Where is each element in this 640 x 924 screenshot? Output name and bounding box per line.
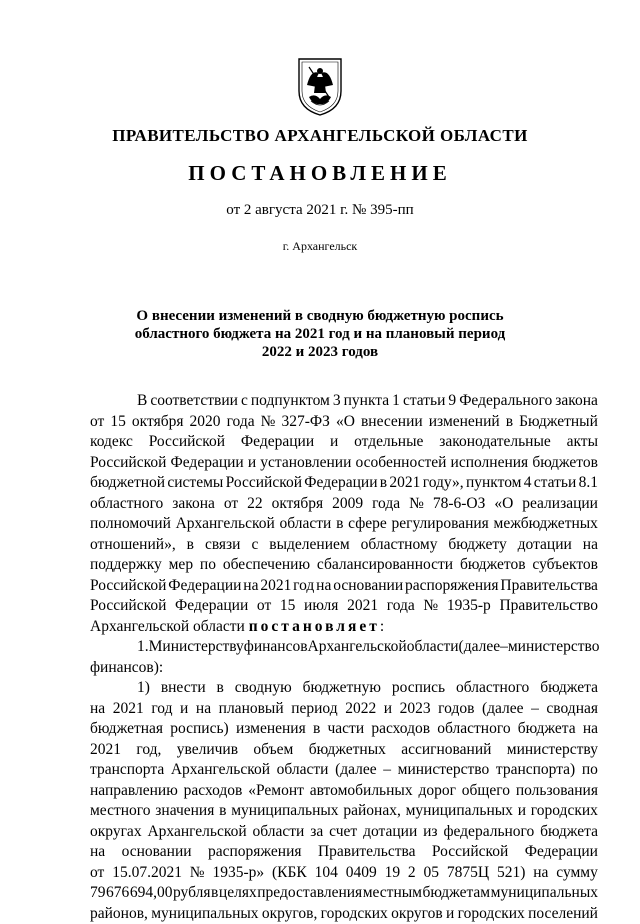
word: статьи xyxy=(403,391,445,412)
word: и xyxy=(248,453,256,474)
word: кодекс xyxy=(90,432,133,453)
word: общего xyxy=(462,781,510,802)
word: закона xyxy=(172,494,215,515)
word: 15.07.2021 xyxy=(112,863,182,884)
word: направлению xyxy=(90,781,178,802)
word: 0409 xyxy=(346,863,377,884)
word: с xyxy=(251,535,258,556)
word: В xyxy=(137,391,147,412)
word: сбалансированности xyxy=(317,555,453,576)
word: сумму xyxy=(556,863,598,884)
word: Федерации xyxy=(241,432,314,453)
word: областного xyxy=(90,494,163,515)
word: области xyxy=(280,514,332,535)
word: пунктом xyxy=(466,473,522,494)
word: 7875Ц xyxy=(447,863,489,884)
word: плановый xyxy=(219,699,284,720)
word: 2009 xyxy=(332,494,363,515)
word: счет xyxy=(329,822,357,843)
word: 521) xyxy=(497,863,525,884)
word: года xyxy=(227,412,255,433)
body-line xyxy=(90,391,598,412)
resolves-word: постановляет xyxy=(249,618,380,635)
body-line xyxy=(90,883,598,904)
word: бюджетов xyxy=(460,555,526,576)
word: 15 xyxy=(280,596,296,617)
document-title xyxy=(90,307,550,361)
word: реализации xyxy=(522,494,598,515)
title-line: О внесении изменений в сводную бюджетную роспись xyxy=(90,307,550,325)
word: из xyxy=(423,822,437,843)
word: министерству xyxy=(507,740,598,761)
word: 2021 xyxy=(347,596,378,617)
word: федерального xyxy=(443,822,534,843)
word: транспорта xyxy=(90,760,164,781)
word: области xyxy=(253,822,305,843)
word: в xyxy=(187,535,194,556)
word: в xyxy=(211,883,218,904)
body-line xyxy=(90,678,598,699)
word: бюджетам xyxy=(423,883,491,904)
word: – xyxy=(383,760,391,781)
word: роспись xyxy=(392,678,445,699)
body-line xyxy=(90,617,598,638)
word: «О xyxy=(494,494,513,515)
word: на xyxy=(583,719,598,740)
body-line xyxy=(90,576,598,597)
word: 1. xyxy=(137,637,149,658)
word: системы xyxy=(167,473,223,494)
word: в xyxy=(506,412,513,433)
word: 327-ФЗ xyxy=(282,412,330,433)
word: особенностей xyxy=(356,453,447,474)
word: части xyxy=(327,719,364,740)
word: с xyxy=(241,391,248,412)
word: № xyxy=(423,596,438,617)
word: районах, xyxy=(343,801,400,822)
word: 1) xyxy=(137,678,150,699)
word: (КБК xyxy=(272,863,307,884)
word: Российской xyxy=(90,453,166,474)
word: на xyxy=(90,699,105,720)
body-line xyxy=(90,719,598,740)
body-line xyxy=(90,412,598,433)
word: Правительство xyxy=(499,596,598,617)
word: 2021 xyxy=(113,699,144,720)
word: Правительства xyxy=(500,576,598,597)
word: годов xyxy=(438,699,474,720)
word: 05 xyxy=(424,863,440,884)
document-date-number: от 2 августа 2021 г. № 395-пп xyxy=(0,202,640,219)
word: по xyxy=(582,760,598,781)
word: в xyxy=(313,719,320,740)
word: на xyxy=(533,863,548,884)
word: Архангельской xyxy=(147,822,246,843)
word: городских xyxy=(321,904,388,924)
word: Правительства xyxy=(318,842,416,863)
word: статьи xyxy=(534,473,576,494)
word: округов, xyxy=(262,904,318,924)
word: мер xyxy=(169,555,193,576)
body-line xyxy=(90,473,598,494)
word: – xyxy=(531,699,539,720)
word: обеспечению xyxy=(223,555,310,576)
word: и xyxy=(384,699,392,720)
body-line xyxy=(90,699,598,720)
word: бюджетная xyxy=(90,719,163,740)
word: полномочий xyxy=(90,514,171,535)
word: областному xyxy=(361,535,438,556)
word: целях xyxy=(219,883,257,904)
word: 9 xyxy=(448,391,456,412)
word: областного xyxy=(456,678,529,699)
word: ассигнований xyxy=(401,740,491,761)
word: местного xyxy=(90,801,151,822)
word: 2020 xyxy=(190,412,221,433)
word: муниципальных xyxy=(231,801,338,822)
word: бюджета xyxy=(540,678,598,699)
word: на xyxy=(316,576,331,597)
word: распоряжения xyxy=(405,576,499,597)
word: Архангельской xyxy=(308,637,407,658)
word: межбюджетных xyxy=(494,514,598,535)
organization-name: ПРАВИТЕЛЬСТВО АРХАНГЕЛЬСКОЙ ОБЛАСТИ xyxy=(0,126,640,146)
word: – xyxy=(500,637,508,658)
word: пользования xyxy=(516,781,598,802)
word: областного xyxy=(437,719,510,740)
document-body xyxy=(90,391,598,924)
word: округах xyxy=(90,822,142,843)
word: акты xyxy=(567,432,598,453)
body-line xyxy=(90,904,598,924)
word: 3 xyxy=(333,391,341,412)
word: отношений», xyxy=(90,535,176,556)
word: Федерации xyxy=(171,453,244,474)
body-line: финансов): xyxy=(90,658,598,679)
word: (далее xyxy=(459,637,501,658)
word: 694,00 xyxy=(130,883,173,904)
word: закона xyxy=(555,391,598,412)
word: связи xyxy=(205,535,241,556)
word: расходов xyxy=(371,719,430,740)
word: 15 xyxy=(110,412,126,433)
word: автомобильных xyxy=(310,781,413,802)
word: увеличив xyxy=(177,740,238,761)
word: за xyxy=(310,822,323,843)
body-line xyxy=(90,596,598,617)
word: основании xyxy=(122,842,192,863)
word: отдельные xyxy=(354,432,423,453)
word: области xyxy=(407,637,459,658)
word: округов xyxy=(391,904,443,924)
word: 19 xyxy=(385,863,401,884)
word: муниципальных xyxy=(406,801,513,822)
word: рубля xyxy=(173,883,210,904)
word: и xyxy=(518,801,526,822)
word: дотации xyxy=(518,535,572,556)
word: районов, xyxy=(90,904,148,924)
word: соответствии xyxy=(150,391,238,412)
word: Российской xyxy=(226,473,302,494)
word: Министерству xyxy=(149,637,244,658)
word: дотации xyxy=(363,822,417,843)
word: года xyxy=(372,494,400,515)
word: в xyxy=(380,473,387,494)
word: 1935-р» xyxy=(212,863,264,884)
word: 2022 xyxy=(345,699,376,720)
word: поддержку xyxy=(90,555,162,576)
word: внести xyxy=(161,678,206,699)
word: октября xyxy=(272,494,324,515)
word: Архангельской xyxy=(171,760,270,781)
word: Российской xyxy=(149,432,225,453)
word: 2 xyxy=(408,863,416,884)
word: от xyxy=(224,494,238,515)
word: Федерации xyxy=(304,473,377,494)
body-text: Архангельской области xyxy=(90,618,249,635)
word: расходов xyxy=(184,781,243,802)
body-line xyxy=(90,760,598,781)
word: Бюджетный xyxy=(519,412,598,433)
body-line xyxy=(90,453,598,474)
coat-of-arms-icon xyxy=(297,57,343,117)
word: сфере xyxy=(348,514,387,535)
word: изменений xyxy=(429,412,500,433)
body-line xyxy=(90,494,598,515)
word: значения xyxy=(155,801,214,822)
word: в xyxy=(219,801,226,822)
word: Российской xyxy=(90,576,166,597)
word: муниципальных xyxy=(151,904,258,924)
word: 22 xyxy=(247,494,263,515)
word: выделением xyxy=(269,535,349,556)
word: (далее xyxy=(335,760,377,781)
word: субъектов xyxy=(532,555,598,576)
body-line xyxy=(90,740,598,761)
word: местным xyxy=(363,883,422,904)
word: в xyxy=(336,514,343,535)
word: поселений xyxy=(528,904,598,924)
title-line: 2022 и 2023 годов xyxy=(90,343,550,361)
word: бюджета xyxy=(540,822,598,843)
word: 78-6-ОЗ xyxy=(433,494,486,515)
body-line xyxy=(90,514,598,535)
word: 4 xyxy=(524,473,532,494)
word: 79 xyxy=(90,883,106,904)
word: 104 xyxy=(315,863,338,884)
word: основании xyxy=(333,576,403,597)
word: «Ремонт xyxy=(248,781,304,802)
word: 676 xyxy=(106,883,129,904)
word: бюджетных xyxy=(309,740,386,761)
word: Архангельской xyxy=(176,514,275,535)
word: Федерации xyxy=(175,596,248,617)
word: 8.1 xyxy=(579,473,598,494)
word: «О xyxy=(336,412,355,433)
word: от xyxy=(257,596,271,617)
word: № xyxy=(261,412,276,433)
word: в xyxy=(217,678,224,699)
word: на xyxy=(90,842,105,863)
body-line xyxy=(90,555,598,576)
body-line xyxy=(90,801,598,822)
word: июля xyxy=(304,596,338,617)
word: установлении xyxy=(260,453,351,474)
body-line xyxy=(90,863,598,884)
word: роспись) xyxy=(170,719,228,740)
word: № xyxy=(190,863,205,884)
word: и xyxy=(446,904,454,924)
word: Российской xyxy=(432,842,508,863)
word: бюджетной xyxy=(90,473,165,494)
document-city: г. Архангельск xyxy=(0,239,640,254)
word: от xyxy=(90,863,104,884)
title-line: областного бюджета на 2021 год и на плановый период xyxy=(90,325,550,343)
word: Федерации xyxy=(168,576,241,597)
body-line xyxy=(90,432,598,453)
word: № xyxy=(409,494,424,515)
word: (далее xyxy=(482,699,524,720)
body-text: : xyxy=(380,618,384,635)
word: сводную xyxy=(235,678,292,699)
word: подпунктом xyxy=(251,391,330,412)
word: 1935-р xyxy=(447,596,491,617)
word: 2021 xyxy=(260,576,291,597)
word: на xyxy=(583,535,598,556)
word: регулирования xyxy=(392,514,489,535)
word: дорог xyxy=(418,781,456,802)
word: сводная xyxy=(546,699,598,720)
word: на xyxy=(196,699,211,720)
word: бюджетов xyxy=(532,453,598,474)
word: объем xyxy=(253,740,293,761)
word: 2021 xyxy=(389,473,420,494)
word: городских xyxy=(458,904,525,924)
document-type: ПОСТАНОВЛЕНИЕ xyxy=(0,161,640,186)
word: области xyxy=(277,760,329,781)
body-line xyxy=(90,535,598,556)
word: распоряжения xyxy=(208,842,302,863)
word: финансов xyxy=(244,637,308,658)
word: год xyxy=(293,576,314,597)
word: Российской xyxy=(90,596,166,617)
word: на xyxy=(243,576,258,597)
word: год, xyxy=(136,740,161,761)
word: законодательные xyxy=(439,432,551,453)
body-line xyxy=(90,842,598,863)
word: и xyxy=(180,699,188,720)
word: бюджету xyxy=(448,535,506,556)
word: октября xyxy=(132,412,184,433)
word: год xyxy=(151,699,172,720)
word: по xyxy=(200,555,216,576)
word: 1 xyxy=(392,391,400,412)
word: и xyxy=(330,432,338,453)
word: года xyxy=(387,596,415,617)
word: бюджетную xyxy=(303,678,381,699)
word: исполнения xyxy=(451,453,529,474)
word: году», xyxy=(423,473,464,494)
body-line xyxy=(90,822,598,843)
body-line xyxy=(90,637,598,658)
word: от xyxy=(90,412,104,433)
word: изменения xyxy=(236,719,306,740)
word: предоставления xyxy=(257,883,362,904)
word: 2021 xyxy=(90,740,121,761)
word: бюджета xyxy=(518,719,576,740)
word: Федерального xyxy=(459,391,552,412)
word: транспорта) xyxy=(496,760,575,781)
word: муниципальных xyxy=(491,883,598,904)
word: внесении xyxy=(361,412,423,433)
word: пункта xyxy=(344,391,390,412)
word: министерство xyxy=(508,637,600,658)
word: Федерации xyxy=(525,842,598,863)
word: период xyxy=(291,699,337,720)
word: городских xyxy=(531,801,598,822)
word: 2023 xyxy=(400,699,431,720)
word: министерство xyxy=(398,760,490,781)
body-line xyxy=(90,781,598,802)
